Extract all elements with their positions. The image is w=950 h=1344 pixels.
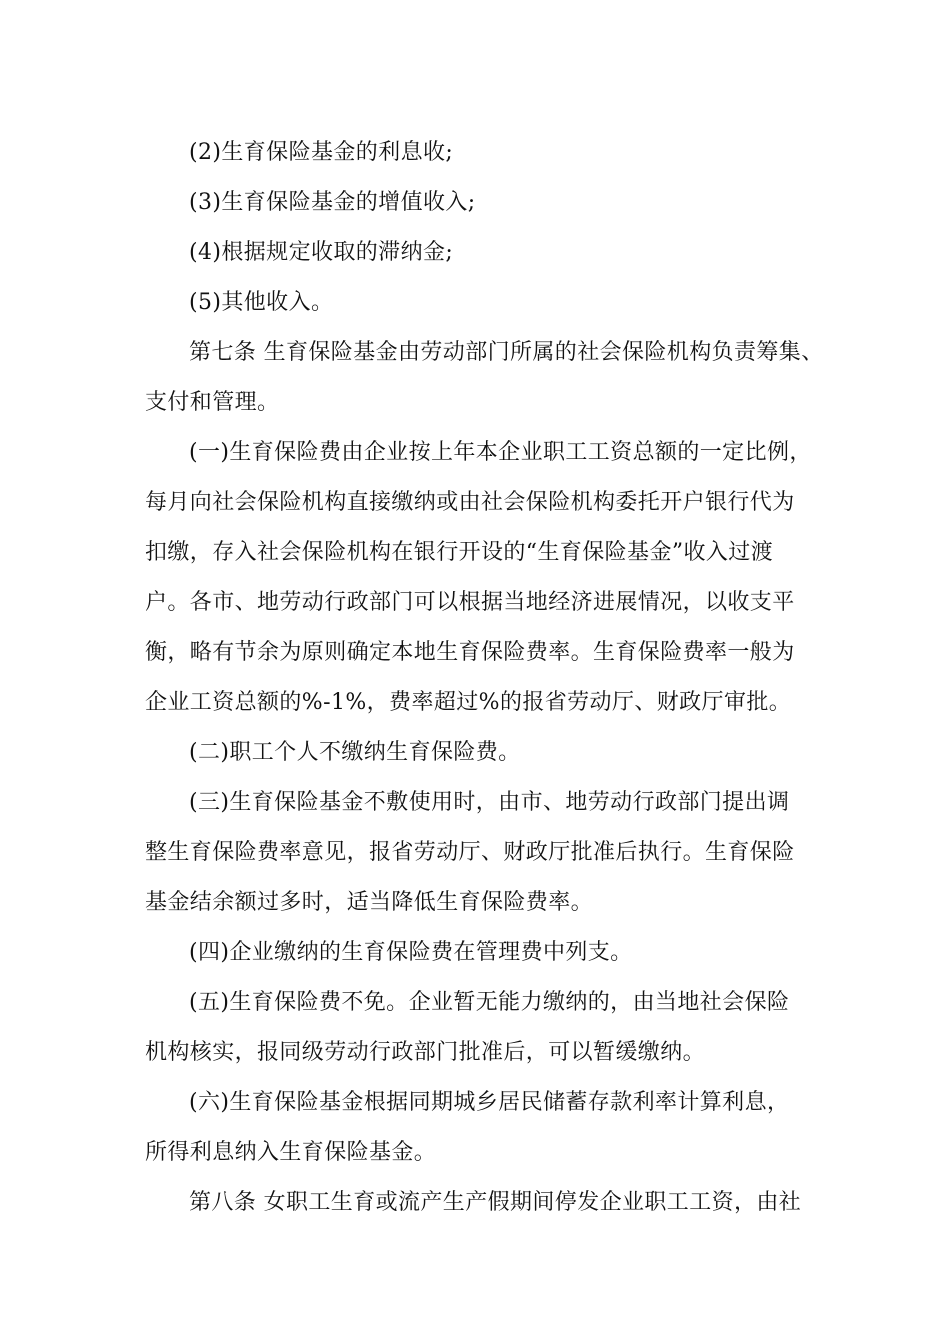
paragraph-3: [145, 178, 835, 228]
paragraph-line: 扣缴，存入社会保险机构在银行开设的“生育保险基金”收入过渡: [145, 540, 774, 565]
article-8: [145, 1178, 835, 1228]
paragraph-line: 基金结余额过多时，适当降低生育保险费率。: [145, 890, 594, 915]
paragraph-line: (5)其他收入。: [189, 290, 334, 315]
paragraph-line: 支付和管理。: [145, 390, 280, 415]
paragraph-5: [145, 278, 835, 328]
paragraph-line: (2)生育保险基金的利息收;: [189, 140, 454, 165]
paragraph-line: (六)生育保险基金根据同期城乡居民储蓄存款利率计算利息，: [189, 1090, 790, 1115]
paragraph-4: [145, 228, 835, 278]
paragraph-line: 所得利息纳入生育保险基金。: [145, 1140, 437, 1165]
paragraph-line: 企业工资总额的%-1%，费率超过%的报省劳动厅、财政厅审批。: [145, 690, 792, 715]
paragraph-line: (二)职工个人不缴纳生育保险费。: [189, 740, 521, 765]
paragraph-line: 机构核实，报同级劳动行政部门批准后，可以暂缓缴纳。: [145, 1040, 706, 1065]
paragraph-line: 整生育保险费率意见，报省劳动厅、财政厅批准后执行。生育保险: [145, 840, 795, 865]
paragraph-line: (一)生育保险费由企业按上年本企业职工工资总额的一定比例，: [189, 440, 812, 465]
paragraph-line: 第七条 生育保险基金由劳动部门所属的社会保险机构负责筹集、: [189, 340, 824, 365]
paragraph-line: 户。各市、地劳动行政部门可以根据当地经济进展情况，以收支平: [145, 590, 795, 615]
document-body: [145, 128, 835, 1228]
clause-4: [145, 928, 835, 978]
clause-1: [145, 428, 835, 728]
paragraph-2: [145, 128, 835, 178]
clause-2: [145, 728, 835, 778]
clause-6: [145, 1078, 835, 1178]
clause-3: [145, 778, 835, 928]
paragraph-line: 第八条 女职工生育或流产生产假期间停发企业职工工资，由社: [189, 1190, 802, 1215]
article-7: [145, 328, 835, 428]
paragraph-line: (三)生育保险基金不敷使用时，由市、地劳动行政部门提出调: [189, 790, 790, 815]
paragraph-line: 衡，略有节余为原则确定本地生育保险费率。生育保险费率一般为: [145, 640, 795, 665]
clause-5: [145, 978, 835, 1078]
paragraph-line: (五)生育保险费不免。企业暂无能力缴纳的，由当地社会保险: [189, 990, 790, 1015]
paragraph-line: (四)企业缴纳的生育保险费在管理费中列支。: [189, 940, 633, 965]
paragraph-line: (4)根据规定收取的滞纳金;: [189, 240, 454, 265]
paragraph-line: (3)生育保险基金的增值收入;: [189, 190, 476, 215]
paragraph-line: 每月向社会保险机构直接缴纳或由社会保险机构委托开户银行代为: [145, 490, 795, 515]
